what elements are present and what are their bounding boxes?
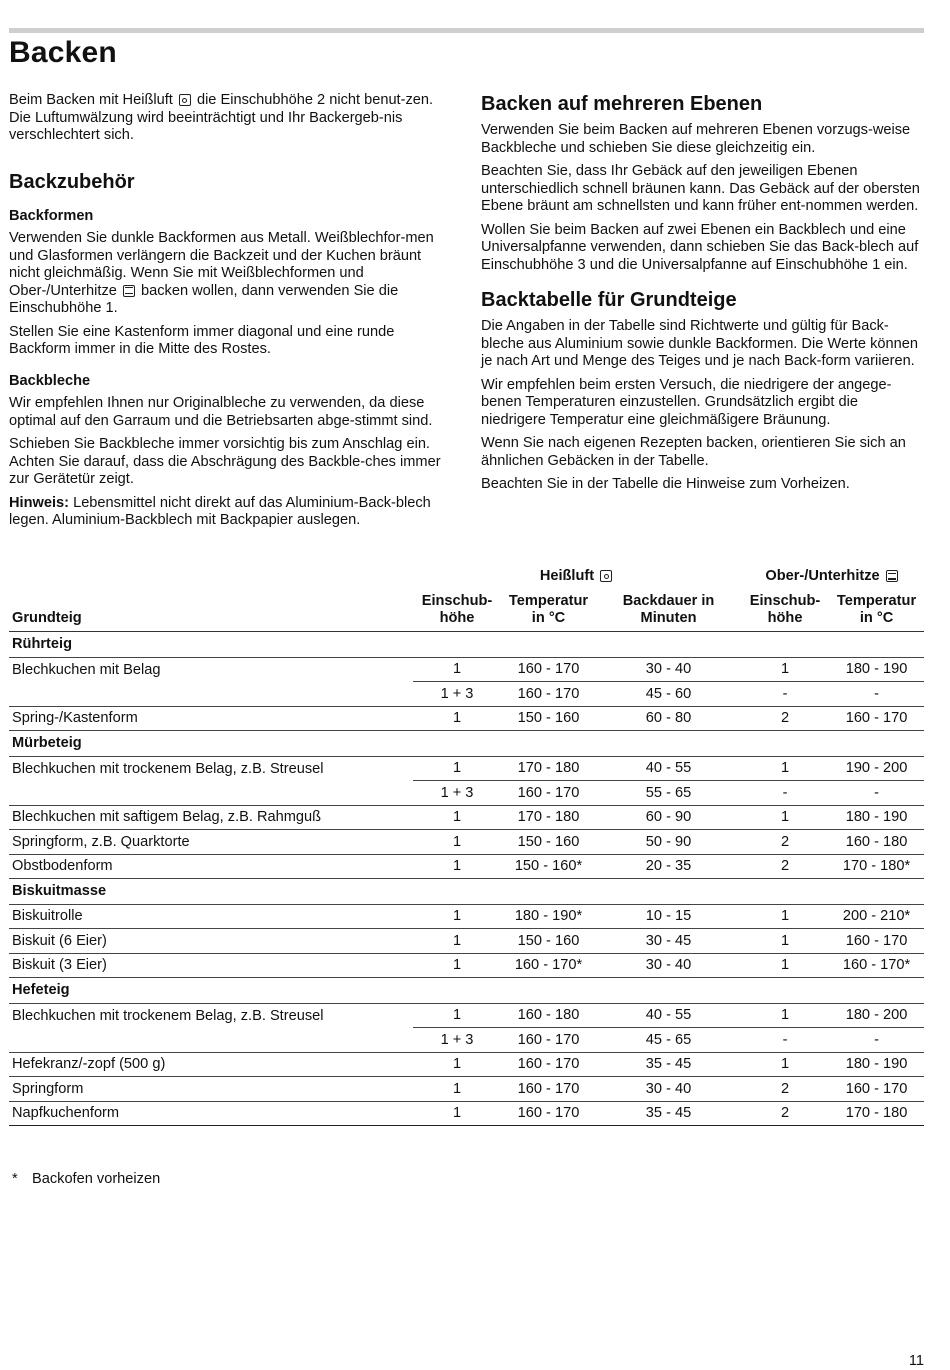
ebenen-paragraph-1: Verwenden Sie beim Backen auf mehreren Ebenen vorzugs-weise Backbleche und schieben Sie diese gleichzeitig ein. bbox=[481, 122, 911, 156]
cell-backdauer: 30 - 45 bbox=[596, 929, 741, 954]
col-temperatur-heissluft: Temperatur in °C bbox=[501, 586, 596, 632]
table-row bbox=[9, 805, 924, 830]
top-bottom-heat-icon bbox=[123, 285, 135, 297]
cell-einschub-oberunter: 1 bbox=[741, 1052, 829, 1077]
cell-temp-oberunter: 160 - 170 bbox=[829, 929, 924, 954]
cell-temp-oberunter: - bbox=[829, 682, 924, 707]
cell-grundteig: Napfkuchenform bbox=[9, 1101, 413, 1126]
group-name: Mürbeteig bbox=[9, 731, 924, 757]
cell-einschub-heissluft: 1 bbox=[413, 756, 501, 781]
table-row bbox=[9, 1028, 924, 1053]
cell-temp-heissluft: 150 - 160 bbox=[501, 929, 596, 954]
cell-temp-heissluft: 160 - 170 bbox=[501, 1052, 596, 1077]
table-row bbox=[9, 1052, 924, 1077]
table-group-header-row bbox=[9, 562, 924, 586]
backformen-paragraph-2: Stellen Sie eine Kastenform immer diagonal und eine runde Backform immer in die Mitte des Rostes. bbox=[9, 323, 395, 357]
cell-temp-oberunter: 170 - 180* bbox=[829, 854, 924, 879]
cell-einschub-heissluft: 1 bbox=[413, 1052, 501, 1077]
ebenen-paragraph-3: Wollen Sie beim Backen auf zwei Ebenen ein Backblech und eine Universalpfanne verwenden, dann schieben Sie das Back-blech auf Einschubhöhe 3 und die Universalpfanne auf Einschubhöhe 1 ein. bbox=[481, 221, 919, 273]
cell-temp-oberunter: 200 - 210* bbox=[829, 904, 924, 929]
cell-temp-oberunter: 160 - 170* bbox=[829, 953, 924, 978]
heading-backformen: Backformen bbox=[9, 207, 94, 224]
cell-einschub-oberunter: 1 bbox=[741, 657, 829, 682]
table-row bbox=[9, 781, 924, 806]
hint-label: Hinweis: bbox=[9, 494, 70, 511]
group-name: Hefeteig bbox=[9, 978, 924, 1004]
oberunter-group-header bbox=[741, 562, 924, 586]
table-row bbox=[9, 657, 924, 682]
cell-backdauer: 10 - 15 bbox=[596, 904, 741, 929]
cell-grundteig: Blechkuchen mit trockenem Belag, z.B. Streusel bbox=[12, 760, 324, 777]
table-body bbox=[9, 632, 924, 1126]
table-group-row bbox=[9, 879, 924, 905]
cell-temp-oberunter: 160 - 170 bbox=[829, 706, 924, 731]
table-header-row bbox=[9, 586, 924, 632]
table-row bbox=[9, 953, 924, 978]
heading-mehrere-ebenen: Backen auf mehreren Ebenen bbox=[481, 93, 763, 115]
cell-grundteig bbox=[9, 781, 413, 806]
intro-text-a: Beim Backen mit Heißluft bbox=[9, 92, 173, 108]
cell-temp-oberunter: 160 - 180 bbox=[829, 830, 924, 855]
group-name: Rührteig bbox=[9, 632, 924, 658]
group-name: Biskuitmasse bbox=[9, 879, 924, 905]
cell-temp-heissluft: 150 - 160 bbox=[501, 830, 596, 855]
cell-einschub-oberunter: 2 bbox=[741, 706, 829, 731]
table-row bbox=[9, 929, 924, 954]
cell-einschub-heissluft: 1 bbox=[413, 1077, 501, 1102]
cell-backdauer: 60 - 90 bbox=[596, 805, 741, 830]
cell-backdauer: 35 - 45 bbox=[596, 1101, 741, 1126]
cell-einschub-heissluft: 1 bbox=[413, 953, 501, 978]
cell-grundteig bbox=[9, 1028, 413, 1053]
cell-temp-heissluft: 160 - 170 bbox=[501, 781, 596, 806]
cell-backdauer: 35 - 45 bbox=[596, 1052, 741, 1077]
table-row bbox=[9, 682, 924, 707]
cell-einschub-oberunter: 1 bbox=[741, 929, 829, 954]
table-row bbox=[9, 854, 924, 879]
backformen-text-a: Verwenden Sie dunkle Backformen aus Metall. Weißblechfor-men und Glasformen verlängern die Backzeit und der Kuchen bräunt nicht gleichmäßig. Wenn Sie mit Weißblechformen und Ober-/Unterhitze bbox=[9, 230, 434, 299]
cell-einschub-oberunter: 1 bbox=[741, 756, 829, 781]
cell-grundteig: Hefekranz/-zopf (500 g) bbox=[9, 1052, 413, 1077]
cell-backdauer: 40 - 55 bbox=[596, 756, 741, 781]
cell-backdauer: 60 - 80 bbox=[596, 706, 741, 731]
footnote bbox=[12, 1171, 160, 1187]
cell-einschub-heissluft: 1 bbox=[413, 657, 501, 682]
cell-einschub-heissluft: 1 + 3 bbox=[413, 682, 501, 707]
cell-einschub-oberunter: 1 bbox=[741, 1003, 829, 1028]
cell-backdauer: 45 - 65 bbox=[596, 1028, 741, 1053]
table-row bbox=[9, 904, 924, 929]
cell-temp-heissluft: 170 - 180 bbox=[501, 756, 596, 781]
cell-grundteig: Biskuit (3 Eier) bbox=[9, 953, 413, 978]
heissluft-group-header bbox=[413, 562, 741, 586]
heading-backzubehoer: Backzubehör bbox=[9, 170, 135, 193]
left-column bbox=[9, 92, 449, 536]
cell-temp-heissluft: 180 - 190* bbox=[501, 904, 596, 929]
cell-grundteig: Blechkuchen mit trockenem Belag, z.B. Streusel bbox=[12, 1007, 324, 1024]
cell-backdauer: 40 - 55 bbox=[596, 1003, 741, 1028]
heading-backbleche: Backbleche bbox=[9, 372, 91, 389]
cell-einschub-oberunter: 2 bbox=[741, 854, 829, 879]
backbleche-paragraph-1: Wir empfehlen Ihnen nur Originalbleche zu verwenden, da diese optimal auf den Garraum und die Betriebsarten abge-stimmt sind. bbox=[9, 395, 433, 429]
cell-einschub-heissluft: 1 bbox=[413, 830, 501, 855]
cell-backdauer: 55 - 65 bbox=[596, 781, 741, 806]
cell-temp-oberunter: 180 - 190 bbox=[829, 657, 924, 682]
cell-grundteig: Blechkuchen mit saftigem Belag, z.B. Rahmguß bbox=[9, 805, 413, 830]
table-row bbox=[9, 756, 924, 781]
table-row bbox=[9, 1101, 924, 1126]
cell-einschub-oberunter: 2 bbox=[741, 830, 829, 855]
cell-backdauer: 30 - 40 bbox=[596, 1077, 741, 1102]
backtabelle-paragraph-3: Wenn Sie nach eigenen Rezepten backen, orientieren Sie sich an ähnlichen Gebäcken in der Tabelle. bbox=[481, 435, 906, 469]
cell-grundteig: Springform, z.B. Quarktorte bbox=[9, 830, 413, 855]
table-row bbox=[9, 1077, 924, 1102]
cell-backdauer: 30 - 40 bbox=[596, 953, 741, 978]
cell-temp-heissluft: 160 - 170 bbox=[501, 682, 596, 707]
cell-backdauer: 45 - 60 bbox=[596, 682, 741, 707]
backformen-text-b: backen wollen, dann verwenden Sie die Einschubhöhe 1. bbox=[9, 282, 399, 316]
col-einschubhoehe-heissluft: Einschub- höhe bbox=[413, 586, 501, 632]
backtabelle-paragraph-2: Wir empfehlen beim ersten Versuch, die niedrigere der angege-benen Temperaturen einzustellen. Grundsätzlich ergibt die niedrigere Temperatur eine gleichmäßigere Bräunung. bbox=[481, 376, 892, 428]
fan-icon bbox=[179, 94, 191, 106]
table-row bbox=[9, 830, 924, 855]
cell-grundteig: Blechkuchen mit Belag bbox=[12, 661, 161, 678]
cell-temp-heissluft: 160 - 180 bbox=[501, 1003, 596, 1028]
cell-temp-heissluft: 160 - 170 bbox=[501, 1028, 596, 1053]
cell-einschub-heissluft: 1 bbox=[413, 1003, 501, 1028]
intro-text-b: die Einschubhöhe 2 nicht benut-zen. Die Luftumwälzung wird beeinträchtigt und Ihr Backergeb-nis verschlechtert sich. bbox=[9, 92, 434, 143]
oberunter-label: Ober-/Unterhitze bbox=[765, 568, 880, 584]
cell-einschub-heissluft: 1 bbox=[413, 929, 501, 954]
cell-temp-oberunter: 180 - 190 bbox=[829, 1052, 924, 1077]
cell-grundteig: Biskuitrolle bbox=[9, 904, 413, 929]
intro-paragraph bbox=[9, 92, 449, 145]
cell-temp-heissluft: 150 - 160* bbox=[501, 854, 596, 879]
cell-grundteig: Spring-/Kastenform bbox=[9, 706, 413, 731]
cell-temp-oberunter: 180 - 200 bbox=[829, 1003, 924, 1028]
cell-temp-oberunter: - bbox=[829, 781, 924, 806]
cell-einschub-heissluft: 1 bbox=[413, 706, 501, 731]
cell-einschub-heissluft: 1 + 3 bbox=[413, 1028, 501, 1053]
col-backdauer: Backdauer in Minuten bbox=[596, 586, 741, 632]
cell-backdauer: 30 - 40 bbox=[596, 657, 741, 682]
table-row bbox=[9, 706, 924, 731]
fan-icon bbox=[600, 570, 612, 582]
cell-temp-heissluft: 160 - 170 bbox=[501, 1101, 596, 1126]
cell-temp-oberunter: - bbox=[829, 1028, 924, 1053]
cell-einschub-heissluft: 1 bbox=[413, 854, 501, 879]
cell-grundteig: Obstbodenform bbox=[9, 854, 413, 879]
cell-temp-heissluft: 170 - 180 bbox=[501, 805, 596, 830]
col-einschubhoehe-oberunter: Einschub- höhe bbox=[741, 586, 829, 632]
cell-temp-heissluft: 160 - 170 bbox=[501, 657, 596, 682]
page-number: 11 bbox=[908, 1353, 924, 1369]
table-group-row bbox=[9, 731, 924, 757]
cell-einschub-heissluft: 1 bbox=[413, 805, 501, 830]
cell-grundteig bbox=[9, 682, 413, 707]
cell-einschub-heissluft: 1 bbox=[413, 1101, 501, 1126]
cell-grundteig: Biskuit (6 Eier) bbox=[9, 929, 413, 954]
ebenen-paragraph-2: Beachten Sie, dass Ihr Gebäck auf den jeweiligen Ebenen unterschiedlich schnell bräunen kann. Das Gebäck auf der obersten Ebene bräunt am schnellsten und kann früher ent-nommen werden. bbox=[481, 163, 920, 214]
right-column bbox=[481, 92, 926, 500]
cell-grundteig: Springform bbox=[9, 1077, 413, 1102]
page-title: Backen bbox=[9, 36, 117, 69]
cell-einschub-oberunter: - bbox=[741, 781, 829, 806]
footnote-text: Backofen vorheizen bbox=[32, 1171, 161, 1187]
cell-einschub-heissluft: 1 + 3 bbox=[413, 781, 501, 806]
cell-backdauer: 20 - 35 bbox=[596, 854, 741, 879]
top-rule bbox=[9, 28, 924, 33]
hint-text: Lebensmittel nicht direkt auf das Aluminium-Back-blech legen. Aluminium-Backblech mit Backpapier auslegen. bbox=[9, 494, 431, 528]
cell-einschub-oberunter: - bbox=[741, 1028, 829, 1053]
footnote-star: * bbox=[12, 1171, 18, 1187]
cell-temp-heissluft: 150 - 160 bbox=[501, 706, 596, 731]
hint-paragraph bbox=[9, 495, 449, 530]
cell-temp-oberunter: 170 - 180 bbox=[829, 1101, 924, 1126]
cell-temp-oberunter: 160 - 170 bbox=[829, 1077, 924, 1102]
backtabelle-paragraph-4: Beachten Sie in der Tabelle die Hinweise zum Vorheizen. bbox=[481, 476, 850, 492]
backbleche-paragraph-2: Schieben Sie Backbleche immer vorsichtig bis zum Anschlag ein. Achten Sie darauf, dass die Abschrägung des Backble-ches immer zur Gerätetür zeigt. bbox=[9, 436, 441, 487]
col-temperatur-oberunter: Temperatur in °C bbox=[829, 586, 924, 632]
cell-einschub-oberunter: - bbox=[741, 682, 829, 707]
cell-einschub-oberunter: 2 bbox=[741, 1077, 829, 1102]
table-group-row bbox=[9, 632, 924, 658]
cell-einschub-oberunter: 2 bbox=[741, 1101, 829, 1126]
cell-einschub-oberunter: 1 bbox=[741, 904, 829, 929]
table-group-row bbox=[9, 978, 924, 1004]
top-bottom-heat-icon bbox=[886, 570, 898, 582]
cell-temp-heissluft: 160 - 170 bbox=[501, 1077, 596, 1102]
heading-backtabelle: Backtabelle für Grundteige bbox=[481, 289, 737, 311]
table-row bbox=[9, 1003, 924, 1028]
cell-einschub-oberunter: 1 bbox=[741, 953, 829, 978]
backformen-paragraph-1 bbox=[9, 230, 449, 318]
cell-einschub-oberunter: 1 bbox=[741, 805, 829, 830]
heissluft-label: Heißluft bbox=[539, 568, 595, 584]
backtabelle-paragraph-1: Die Angaben in der Tabelle sind Richtwerte und gültig für Back-bleche aus Aluminium sowie dunkle Backformen. Die Werte können je nach Art und Menge des Teiges und je nach Back-form variieren. bbox=[481, 318, 918, 369]
cell-temp-oberunter: 190 - 200 bbox=[829, 756, 924, 781]
cell-temp-oberunter: 180 - 190 bbox=[829, 805, 924, 830]
col-grundteig: Grundteig bbox=[9, 586, 413, 632]
baking-table bbox=[9, 562, 924, 1126]
cell-temp-heissluft: 160 - 170* bbox=[501, 953, 596, 978]
cell-einschub-heissluft: 1 bbox=[413, 904, 501, 929]
cell-backdauer: 50 - 90 bbox=[596, 830, 741, 855]
